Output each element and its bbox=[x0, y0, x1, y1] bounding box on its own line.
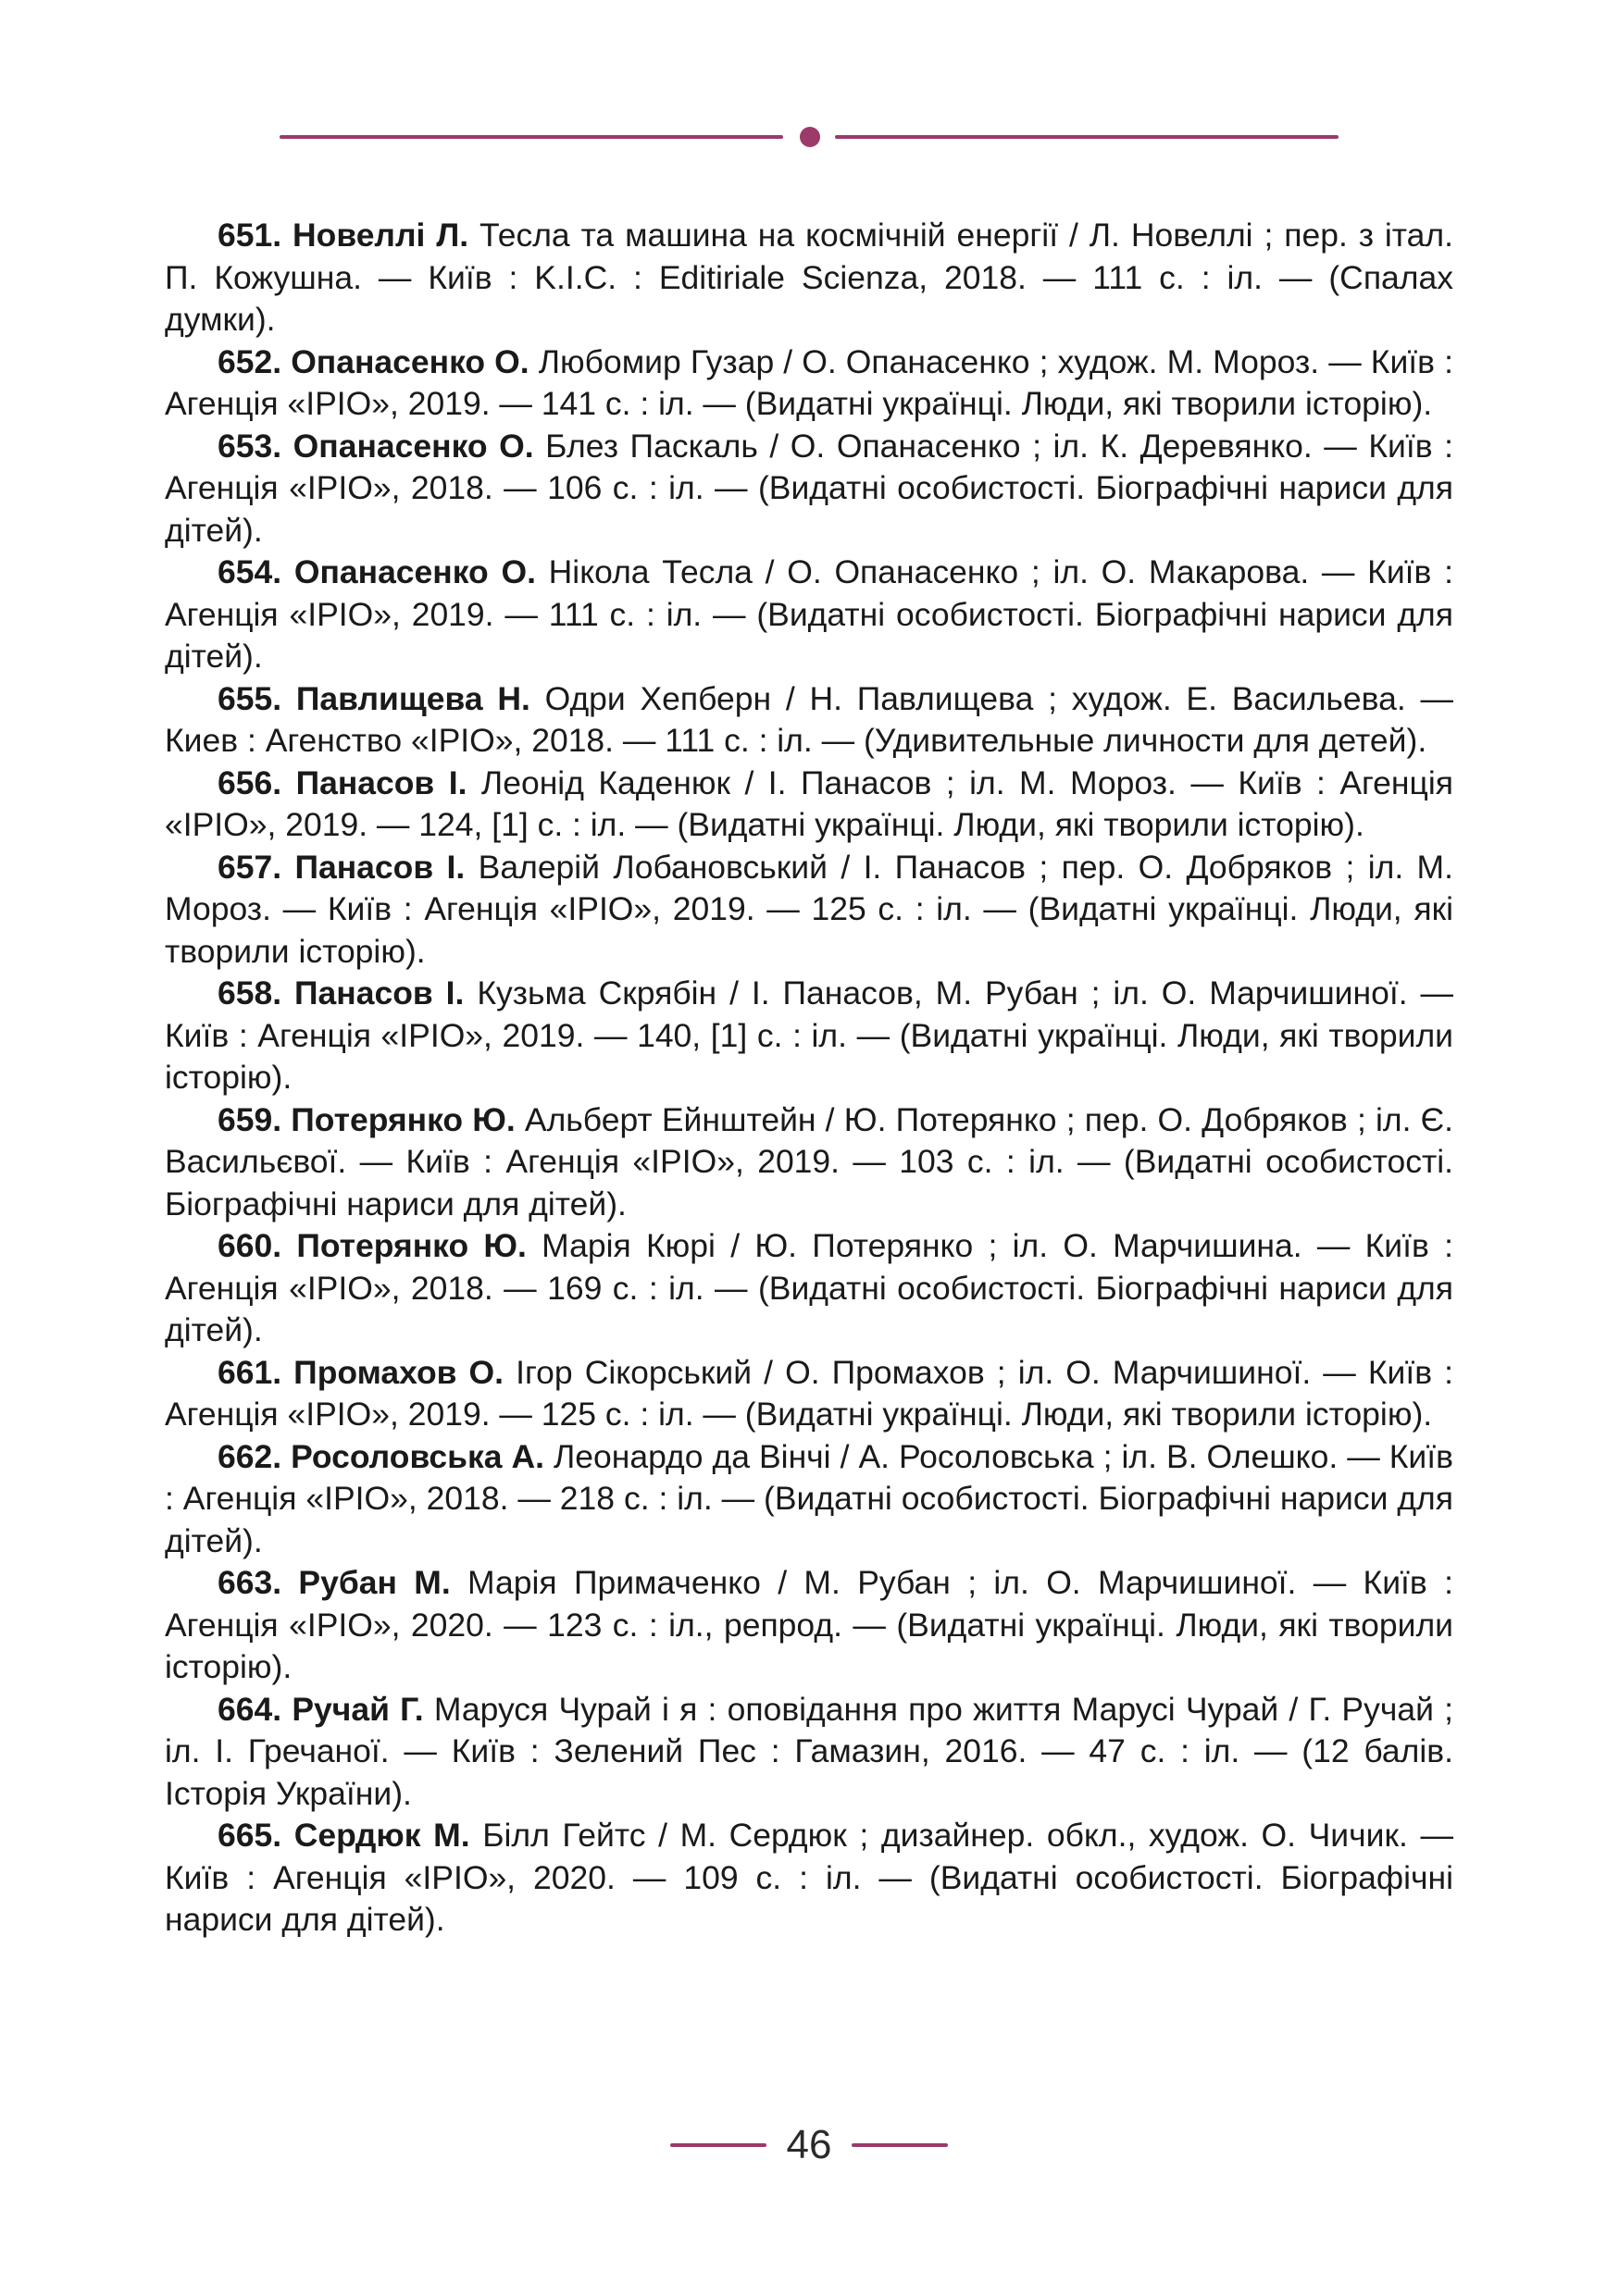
entry-number: 655. bbox=[218, 679, 282, 717]
entry-text: Ігор Сікорський / О. Промахов ; іл. О. Марчишиної. — Київ : Агенція «IPIO», 2019. — 125 с. : іл. — (Видатні українці. Люди, які творили історію). bbox=[165, 1353, 1453, 1433]
entry-author: Новеллі Л. bbox=[293, 217, 469, 254]
entry-text: Кузьма Скрябін / І. Панасов, М. Рубан ; іл. О. Марчишиної. — Київ : Агенція «IPIO», 2019. — 140, [1] с. : іл. — (Видатні українці. Люди, які творили історію). bbox=[165, 974, 1453, 1096]
entry-text: Блез Паскаль / О. Опанасенко ; іл. К. Деревянко. — Київ : Агенція «IPIO», 2018. — 106 с. : іл. — (Видатні особистості. Біографічні нариси для дітей). bbox=[165, 427, 1453, 549]
entry-number: 664. bbox=[218, 1690, 282, 1728]
entry-author: Павлищева Н. bbox=[295, 679, 530, 717]
entry-text: Леонід Каденюк / І. Панасов ; іл. М. Мороз. — Київ : Агенція «IPIO», 2019. — 124, [1] с. : іл. — (Видатні українці. Люди, які творили історію). bbox=[165, 763, 1453, 843]
entry-number: 660. bbox=[218, 1227, 282, 1264]
bibliography-entry bbox=[165, 1225, 1453, 1352]
entry-number: 652. bbox=[218, 342, 282, 380]
entry-number: 659. bbox=[218, 1100, 282, 1138]
entry-number: 665. bbox=[218, 1817, 282, 1854]
bibliography-entry bbox=[165, 1352, 1453, 1436]
bibliography-entry bbox=[165, 1689, 1453, 1816]
page-number: 46 bbox=[786, 2122, 832, 2167]
entry-author: Панасов І. bbox=[294, 848, 466, 886]
entry-number: 651. bbox=[218, 217, 282, 254]
header-ornament bbox=[280, 130, 1339, 144]
bibliography-entry bbox=[165, 1099, 1453, 1226]
entry-number: 656. bbox=[218, 763, 282, 801]
entry-author: Панасов І. bbox=[295, 763, 467, 801]
bibliography-entry bbox=[165, 1815, 1453, 1942]
bibliography-entry bbox=[165, 341, 1453, 426]
bibliography-entry bbox=[165, 973, 1453, 1099]
bibliography-entry bbox=[165, 763, 1453, 847]
entry-text: Маруся Чурай і я : оповідання про життя Марусі Чурай / Г. Ручай ; іл. І. Гречаної. — Київ : Зелений Пес : Гамазин, 2016. — 47 с. : іл. — (12 балів. Історія України). bbox=[165, 1690, 1453, 1812]
entry-text: Любомир Гузар / О. Опанасенко ; худож. М. Мороз. — Київ : Агенція «IPIO», 2019. — 141 с. : іл. — (Видатні українці. Люди, які творили історію). bbox=[165, 342, 1453, 422]
bibliography-entry bbox=[165, 1436, 1453, 1563]
entry-author: Опанасенко О. bbox=[293, 553, 536, 590]
entry-author: Панасов І. bbox=[294, 974, 465, 1011]
footer-line-left bbox=[670, 2143, 766, 2147]
entry-number: 653. bbox=[218, 427, 282, 465]
entry-text: Білл Гейтс / М. Сердюк ; дизайнер. обкл., худож. О. Чичик. — Київ : Агенція «IPIO», 2020. — 109 с. : іл. — (Видатні особистості. Біографічні нариси для дітей). bbox=[165, 1817, 1453, 1938]
entry-author: Опанасенко О. bbox=[293, 427, 534, 465]
entry-number: 661. bbox=[218, 1353, 282, 1391]
entry-author: Потерянко Ю. bbox=[291, 1100, 516, 1138]
entry-text: Одри Хепберн / Н. Павлищева ; худож. Е. Васильева. — Киев : Агенство «IPIO», 2018. — 111 с. : іл. — (Удивительные личности для детей). bbox=[165, 679, 1453, 759]
bibliography-entry bbox=[165, 552, 1453, 678]
entry-text: Валерій Лобановський / І. Панасов ; пер. О. Добряков ; іл. М. Мороз. — Київ : Агенція «IPIO», 2019. — 125 с. : іл. — (Видатні українці. Люди, які творили історію). bbox=[165, 848, 1453, 970]
bibliography-entry bbox=[165, 678, 1453, 763]
bibliography-entry bbox=[165, 215, 1453, 341]
entry-author: Рубан М. bbox=[298, 1564, 451, 1601]
entry-text: Тесла та машина на космічній енергії / Л. Новеллі ; пер. з італ. П. Кожушна. — Київ : K.I.C. : Editiriale Scienza, 2018. — 111 с. : іл. — (Спалах думки). bbox=[165, 217, 1453, 338]
entry-number: 662. bbox=[218, 1437, 282, 1475]
bibliography-entry bbox=[165, 1562, 1453, 1689]
entry-text: Нікола Тесла / О. Опанасенко ; іл. О. Макарова. — Київ : Агенція «IPIO», 2019. — 111 с. : іл. — (Видатні особистості. Біографічні нариси для дітей). bbox=[165, 553, 1453, 675]
entry-text: Леонардо да Вінчі / А. Росоловська ; іл. В. Олешко. — Київ : Агенція «IPIO», 2018. — 218 с. : іл. — (Видатні особистості. Біографічні нариси для дітей). bbox=[165, 1437, 1453, 1559]
bibliography-entry bbox=[165, 426, 1453, 552]
entry-author: Росоловська А. bbox=[291, 1437, 544, 1475]
entry-author: Ручай Г. bbox=[292, 1690, 424, 1728]
bibliography-list bbox=[165, 215, 1453, 1942]
page-footer bbox=[0, 2119, 1619, 2175]
entry-text: Альберт Ейнштейн / Ю. Потерянко ; пер. О. Добряков ; іл. Є. Васильєвої. — Київ : Агенція «IPIO», 2019. — 103 с. : іл. — (Видатні особистості. Біографічні нариси для дітей). bbox=[165, 1100, 1454, 1222]
ornament-dot bbox=[800, 127, 820, 147]
ornament-line-left bbox=[280, 135, 783, 139]
ornament-line-right bbox=[835, 135, 1339, 139]
entry-author: Потерянко Ю. bbox=[296, 1227, 527, 1264]
entry-number: 663. bbox=[218, 1564, 282, 1601]
bibliography-entry bbox=[165, 847, 1453, 974]
entry-number: 654. bbox=[218, 553, 282, 590]
entry-author: Опанасенко О. bbox=[291, 342, 529, 380]
entry-author: Промахов О. bbox=[293, 1353, 504, 1391]
entry-text: Марія Кюрі / Ю. Потерянко ; іл. О. Марчишина. — Київ : Агенція «IPIO», 2018. — 169 с. : іл. — (Видатні особистості. Біографічні нариси для дітей). bbox=[165, 1227, 1453, 1348]
footer-line-right bbox=[852, 2143, 948, 2147]
entry-number: 658. bbox=[218, 974, 282, 1011]
entry-text: Марія Примаченко / М. Рубан ; іл. О. Марчишиної. — Київ : Агенція «IPIO», 2020. — 123 с. : іл., репрод. — (Видатні українці. Люди, які творили історію). bbox=[165, 1564, 1453, 1685]
entry-number: 657. bbox=[218, 848, 282, 886]
entry-author: Сердюк М. bbox=[293, 1817, 470, 1854]
